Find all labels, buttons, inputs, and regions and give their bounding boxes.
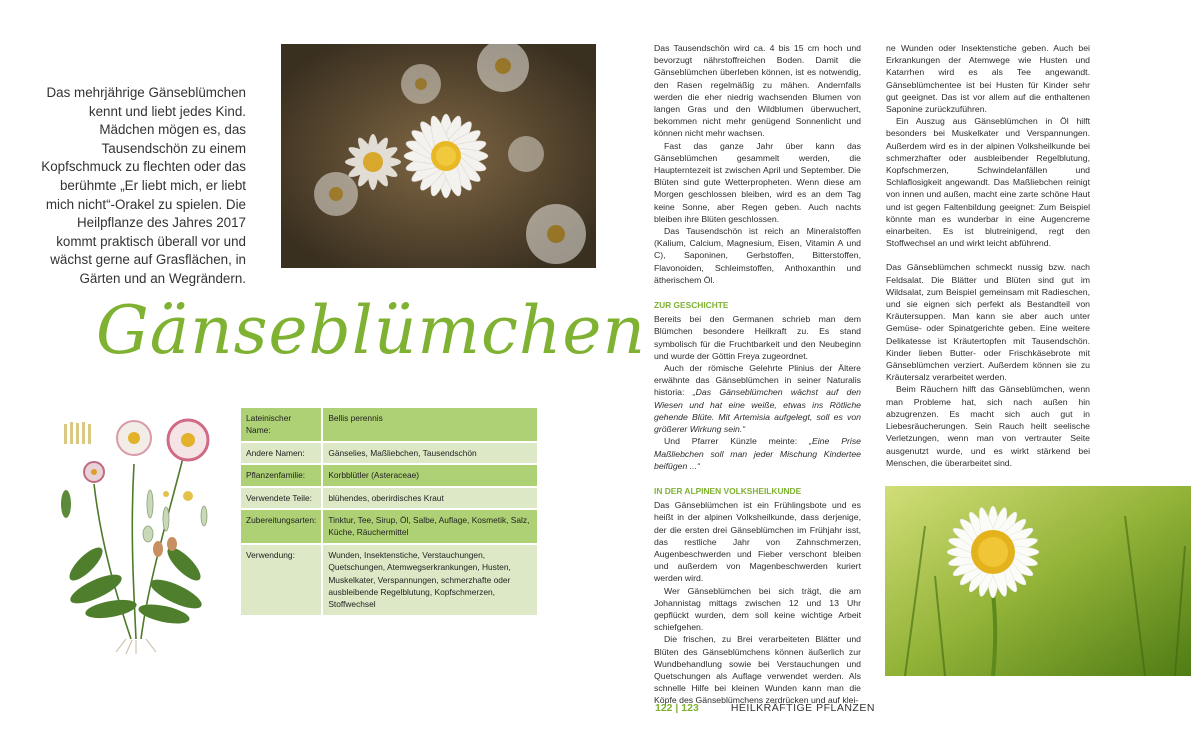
paragraph: Das Gänseblümchen schmeckt nussig bzw. nach Feldsalat. Die Blätter und Blüten sind gut im Wildsalat, zum Beispiel gemeinsam mit Radieschen, und sie eignen sich perfekt als Bestandteil von Kräutersuppen. Man kann sie aber auch unter Gemüse- oder Spinatgerichte geben. Eine weitere Delikatesse ist Kräutertopfen mit Tausendschön. Kinder lieben Butter- oder Frischkäsebrote mit Gänseblümchen verziert. Außerdem können sie zu Kräutersalz verarbeitet werden. xyxy=(886,262,1090,383)
paragraph: Wer Gänseblümchen bei sich trägt, die am Johannistag mittags zwischen 12 und 13 Uhr gepflückt wurden, dem soll keine wichtige Arbeit schiefgehen. xyxy=(654,585,861,633)
daisy-photo-bottom xyxy=(885,486,1191,676)
page-footer xyxy=(655,702,875,714)
table-row: Andere Namen: Gänselies, Maßliebchen, Tausendschön xyxy=(241,442,537,464)
intro-text: Das mehrjährige Gänseblümchen kennt und liebt jedes Kind. Mädchen mögen es, das Tausendschön zu einem Kopfschmuck zu flechten oder das berühmte „Er liebt mich, er liebt mich nicht“-Orakel zu spielen. Die Heilpflanze des Jahres 2017 kommt praktisch überall vor und wächst gerne auf Grasflächen, in Gärten und an Wegrändern. xyxy=(41,85,246,286)
table-row: Verwendete Teile: blühendes, oberirdisches Kraut xyxy=(241,487,537,509)
daisy-photo-top xyxy=(281,44,596,268)
text-column-2 xyxy=(886,42,1090,469)
table-row: Pflanzenfamilie: Korbblütler (Asteraceae) xyxy=(241,464,537,486)
paragraph: Auch der römische Gelehrte Plinius der Ältere erwähnte das Gänseblümchen in seiner Naturalis historia: „Das Gänseblümchen wächst auf den Wiesen und hat eine weiße, etwas ins Rötliche gehende Blüte. Mit Artemisia aufgelegt, soll es von größerer Wirkung sein.“ xyxy=(654,363,861,435)
paragraph: Fast das ganze Jahr über kann das Gänseblümchen gesammelt werden, die Haupterntezeit ist zwischen April und September. Die Blüten sind gute Wetterpropheten. Wenn diese am Morgen geschlossen bleiben, wird es an dem Tag keine Sonne, aber Regen geben. Auch nachts bleiben ihre Blüten geschlossen. xyxy=(654,140,861,224)
table-row: Verwendung: Wunden, Insektenstiche, Verstauchungen, Quetschungen, Atemwegserkrankungen, Husten, Muskelkater, Verspannungen, schmerzhafte oder ausbleibende Regelblutung, Kopfschmerzen, Stoffwechsel xyxy=(241,544,537,616)
section-heading: IN DER ALPINEN VOLKSHEILKUNDE xyxy=(654,485,802,496)
quote: „Das Gänseblümchen wächst auf den Wiesen und hat eine weiße, etwas ins Rötliche gehende Blüte. Mit Artemisia aufgelegt, soll es von größerer Wirkung sein.“ xyxy=(654,387,861,435)
page-numbers: 122 | 123 xyxy=(655,702,699,714)
page-title: Gänseblümchen xyxy=(96,292,646,369)
paragraph: Die frischen, zu Brei verarbeiteten Blätter und Blüten des Gänseblümchens können äußerlich zur Wundbehandlung sowie bei Verstauchungen und Quetschungen als Auflage verwendet werden. Als schnelle Hilfe bei kleinen Wunden kann man die Köpfe des Gänseblümchens zerdrücken und auf klei- xyxy=(654,634,861,706)
table-row: Zubereitungsarten: Tinktur, Tee, Sirup, Öl, Salbe, Auflage, Kosmetik, Salz, Küche, Räuchermittel xyxy=(241,509,537,544)
quote: „Eine Prise Maßliebchen soll man jeder Mischung Kindertee beifügen ...“ xyxy=(654,436,861,471)
paragraph: Das Tausendschön ist reich an Mineralstoffen (Kalium, Calcium, Magnesium, Eisen, Vitamin A und C), Saponinen, Gerbstoffen, Bitterstoffen, Flavonoiden, Schleimstoffen, Anthoxanthin und ätherischem Öl. xyxy=(654,226,861,285)
text-column-1 xyxy=(654,42,861,707)
paragraph: Und Pfarrer Künzle meinte: „Eine Prise Maßliebchen soll man jeder Mischung Kindertee beifügen ...“ xyxy=(654,436,861,471)
section-heading: ZUR GESCHICHTE xyxy=(654,300,729,311)
paragraph: Bereits bei den Germanen schrieb man dem Blümchen besondere Heilkraft zu. Es stand symbolisch für die Fruchtbarkeit und den Neubeginn und wurde der Göttin Freya zugeordnet. xyxy=(654,314,861,361)
paragraph: Ein Auszug aus Gänseblümchen in Öl hilft besonders bei Muskelkater und Verspannungen. Außerdem wird es in der alpinen Volksheilkunde bei schmerzhafter oder ausbleibender Regelblutung, Kopfschmerzen, Schwindelanfällen und Schlaflosigkeit angewandt. Das Maßliebchen reinigt von innen und außen, macht eine zarte schöne Haut und ist gegen Faltenbildung geeignet: Zum Beispiel könnte man es wunderbar in eine Augencreme einarbeiten. Es ist blutreinigend, regt den Stoffwechsel an und wirkt leicht abführend. xyxy=(886,116,1090,249)
plant-facts-table xyxy=(241,408,537,617)
section-name: HEILKRÄFTIGE PFLANZEN xyxy=(730,702,875,714)
paragraph: Das Gänseblümchen ist ein Frühlingsbote und es heißt in der alpinen Volksheilkunde, dass derjenige, der die ersten drei Gänseblümchen im Frühjahr isst, das restliche Jahr von Zahnschmerzen, Augenbeschwerden und Fieber verschont bleiben und außerdem von Magenbeschwerden kuriert werden wird. xyxy=(654,500,861,584)
table-row: Lateinischer Name: Bellis perennis xyxy=(241,408,537,442)
paragraph: Das Tausendschön wird ca. 4 bis 15 cm hoch und bevorzugt nährstoffreichen Boden. Damit die Gänseblümchen überleben können, ist es notwendig, den Rasen regelmäßig zu mähen. Andernfalls werden die eher niedrig wachsenden Blumen von langen Gras und den Wildblumen überwuchert, bekommen nicht mehr genügend Sonnenlicht und können nicht mehr wachsen. xyxy=(654,43,861,139)
botanical-illustration xyxy=(56,414,224,654)
paragraph: Beim Räuchern hilft das Gänseblümchen, wenn man Probleme hat, sich nach außen hin abzugrenzen. Es macht sich auch gut in Liebesräucherungen. Sein Rauch heilt seelische Verletzungen, wenn man von vertrauter Seite ausgenutzt wurde, und es wirkt stärkend bei Menschen, die überarbeitet sind. xyxy=(886,384,1090,468)
paragraph: ne Wunden oder Insektenstiche geben. Auch bei Erkrankungen der Atemwege wie Husten und Katarrhen wird es als Tee angewandt. Gänseblümchentee ist bei Husten für Kinder sehr gut geeignet. Das ist vor allem auf die enthaltenen Saponine zurückzuführen. xyxy=(886,43,1090,115)
